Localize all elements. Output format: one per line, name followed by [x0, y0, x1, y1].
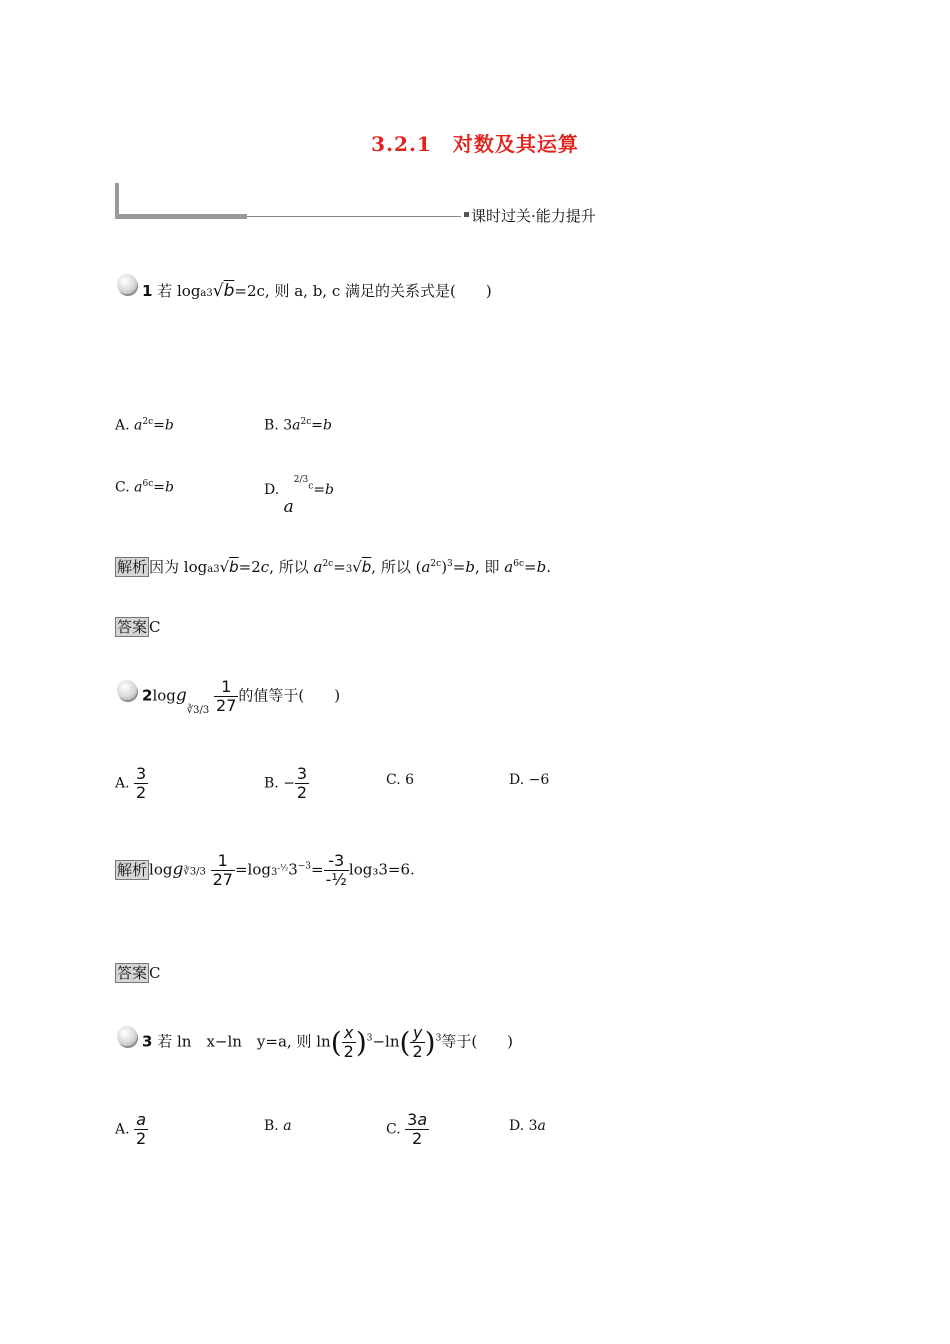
question-3-stem: 3 若 ln x−ln y=a, 则 ln( $\frac{x}{2}$ )$^3$−ln( $\frac{y}{2}$ )$^3$等于( ): [142, 1023, 514, 1061]
question-2-number: 2: [142, 686, 153, 705]
question-1-option-b: B. $3a^{2c}=b$: [264, 417, 332, 434]
analysis-label: 解析: [117, 558, 148, 576]
question-2-option-b: B. − $\frac{3}{2}$: [264, 764, 308, 802]
section-header-square-icon: [464, 212, 469, 217]
question-1-option-d: D. $a^{2/3c}=b$: [264, 475, 335, 517]
question-3-icon: [117, 1026, 137, 1046]
question-1-answer: 答案 C: [117, 618, 161, 636]
question-1-number: 1: [142, 282, 153, 300]
question-2-analysis: 解析 logg∛3/3 $\frac{1}{27}$ $=\log 3^{-\frac{1}{2}}3^{-3}=$ $\frac{-3}{\text{-½}}$ log₃3=6.: [117, 851, 415, 889]
question-3-option-a: A. $\frac{a}{2}$: [115, 1110, 147, 1148]
question-2-option-d: D. −6: [509, 772, 550, 788]
question-2-option-c: C. 6: [386, 772, 415, 788]
page-title: 3.2.1 对数及其运算: [371, 132, 579, 156]
analysis-label: 解析: [117, 860, 148, 879]
section-header-rule-thin: [247, 216, 461, 217]
question-2-icon: [117, 680, 137, 700]
question-2-answer: 答案 C: [117, 964, 161, 982]
question-3-option-d: D. 3a: [509, 1118, 546, 1134]
question-2-stem: 2logg$_{∛3/3}$ $\frac{1}{27}$ 的值等于( ): [142, 677, 341, 716]
question-3-option-b: B. a: [264, 1118, 292, 1134]
question-1-icon: [117, 274, 137, 294]
section-header-rule-thick: [115, 214, 247, 219]
question-3-number: 3: [142, 1032, 153, 1051]
question-1-stem: 1 若 loga3√b=2c, 则 a, b, c 满足的关系式是( ): [142, 281, 492, 301]
answer-label: 答案: [117, 618, 148, 636]
question-1-option-a: A. $a^{2c}=b$: [115, 417, 174, 434]
section-label: 课时过关·能力提升: [471, 207, 596, 225]
question-1-option-c: C. $a^{6c}=b$: [115, 479, 174, 496]
question-3-option-c: C. $\frac{3a}{2}$: [386, 1110, 428, 1148]
question-2-option-a: A. $\frac{3}{2}$: [115, 764, 147, 802]
answer-label: 答案: [117, 964, 148, 982]
question-1-analysis: 解析 因为 loga3√b=2c, 所以 $a^{2c}=3√b$, 所以 $(a^{2c})^3=b$, 即 $a^{6c}=b$.: [117, 558, 551, 576]
